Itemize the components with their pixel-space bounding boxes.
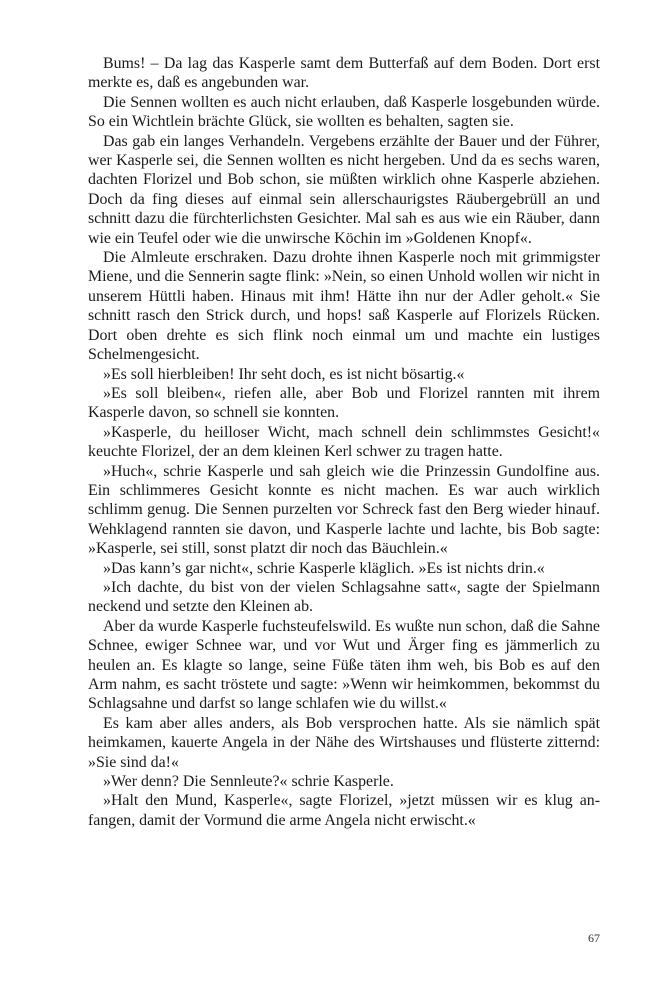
paragraph: Bums! – Da lag das Kasperle samt dem Butterfaß auf dem Boden. Dort erst merkte es, daß es angebunden war. [88, 55, 600, 92]
paragraph: Das gab ein langes Verhandeln. Vergebens erzählte der Bauer und der Führer, wer Kasperle sei, die Sennen wollten es nicht hergeben. Und da es sechs waren, dachten Florizel und Bob schon, sie müßten wirklich ohne Kasperle abziehen. Doch da fing dieses auf einmal sein allerschaurigstes Räubergebrüll an und schnitt dazu die fürchterlichsten Gesichter. Mal sah es aus wie ein Räuber, dann wie ein Teufel oder wie die unwirsche Köchin im »Goldenen Knopf«. [88, 132, 600, 247]
paragraph: »Das kann’s gar nicht«, schrie Kasperle kläglich. »Es ist nichts drin.« [103, 559, 545, 577]
paragraph: »Huch«, schrie Kasperle und sah gleich wie die Prinzessin Gundolfine aus. Ein schlimmeres Gesicht konnte es nicht machen. Es war auch wirklich schlimm genug. Die Sennen purzelten vor Schreck fast den Berg wieder hinauf. Wehklagend rannten sie davon, und Kasperle lachte und lachte, bis Bob sagte: »Kasperle, sei still, sonst platzt dir noch das Bäuchlein.« [88, 462, 600, 558]
page-number: 67 [588, 931, 600, 945]
paragraph: »Ich dachte, du bist von der vielen Schlagsahne satt«, sagte der Spielmann neckend und setzte den Kleinen ab. [88, 578, 600, 616]
body-text [88, 54, 600, 830]
paragraph: Die Sennen wollten es auch nicht erlauben, daß Kasperle losgebunden würde. So ein Wichtlein brächte Glück, sie wollten es behalten, sagten sie. [88, 93, 600, 131]
paragraph: »Wer denn? Die Sennleute?« schrie Kasperle. [103, 773, 394, 791]
paragraph: »Es soll bleiben«, riefen alle, aber Bob und Florizel rannten mit ihrem Kasperle davon, so schnell sie konnten. [88, 384, 600, 422]
paragraph: »Kasperle, du heilloser Wicht, mach schnell dein schlimmstes Gesicht!« keuchte Florizel, der an dem kleinen Kerl schwer zu tragen hatte. [88, 423, 600, 461]
paragraph: »Halt den Mund, Kasperle«, sagte Florizel, »jetzt müssen wir es klug anfangen, damit der Vormund die arme Angela nicht erwischt.« [88, 792, 600, 829]
paragraph: Die Almleute erschraken. Dazu drohte ihnen Kasperle noch mit grimmigster Miene, und die Sennerin sagte flink: »Nein, so einen Unhold wollen wir nicht in unserem Hüttli haben. Hinaus mit ihm! Hätte ihn nur der Adler geholt.« Sie schnitt rasch den Strick durch, und hops! saß Kasperle auf Florizels Rücken. Dort oben drehte es sich flink noch einmal um und machte ein lustiges Schelmengesicht. [88, 249, 600, 364]
paragraph: »Es soll hierbleiben! Ihr seht doch, es ist nicht bösartig.« [103, 365, 465, 383]
paragraph: Aber da wurde Kasperle fuchsteufelswild. Es wußte nun schon, daß die Sahne Schnee, ewiger Schnee war, und vor Wut und Ärger fing es jämmerlich zu heulen an. Es klagte so lange, seine Füße täten ihm weh, bis Bob es auf den Arm nahm, es sacht tröstete und sagte: »Wenn wir heimkommen, bekommst du Schlagsahne und darfst so lange schlafen wie du willst.« [88, 617, 600, 713]
paragraph: Es kam aber alles anders, als Bob versprochen hatte. Als sie nämlich spät heimkamen, kauerte Angela in der Nähe des Wirtshauses und flüsterte zitternd: »Sie sind da!« [88, 714, 600, 771]
